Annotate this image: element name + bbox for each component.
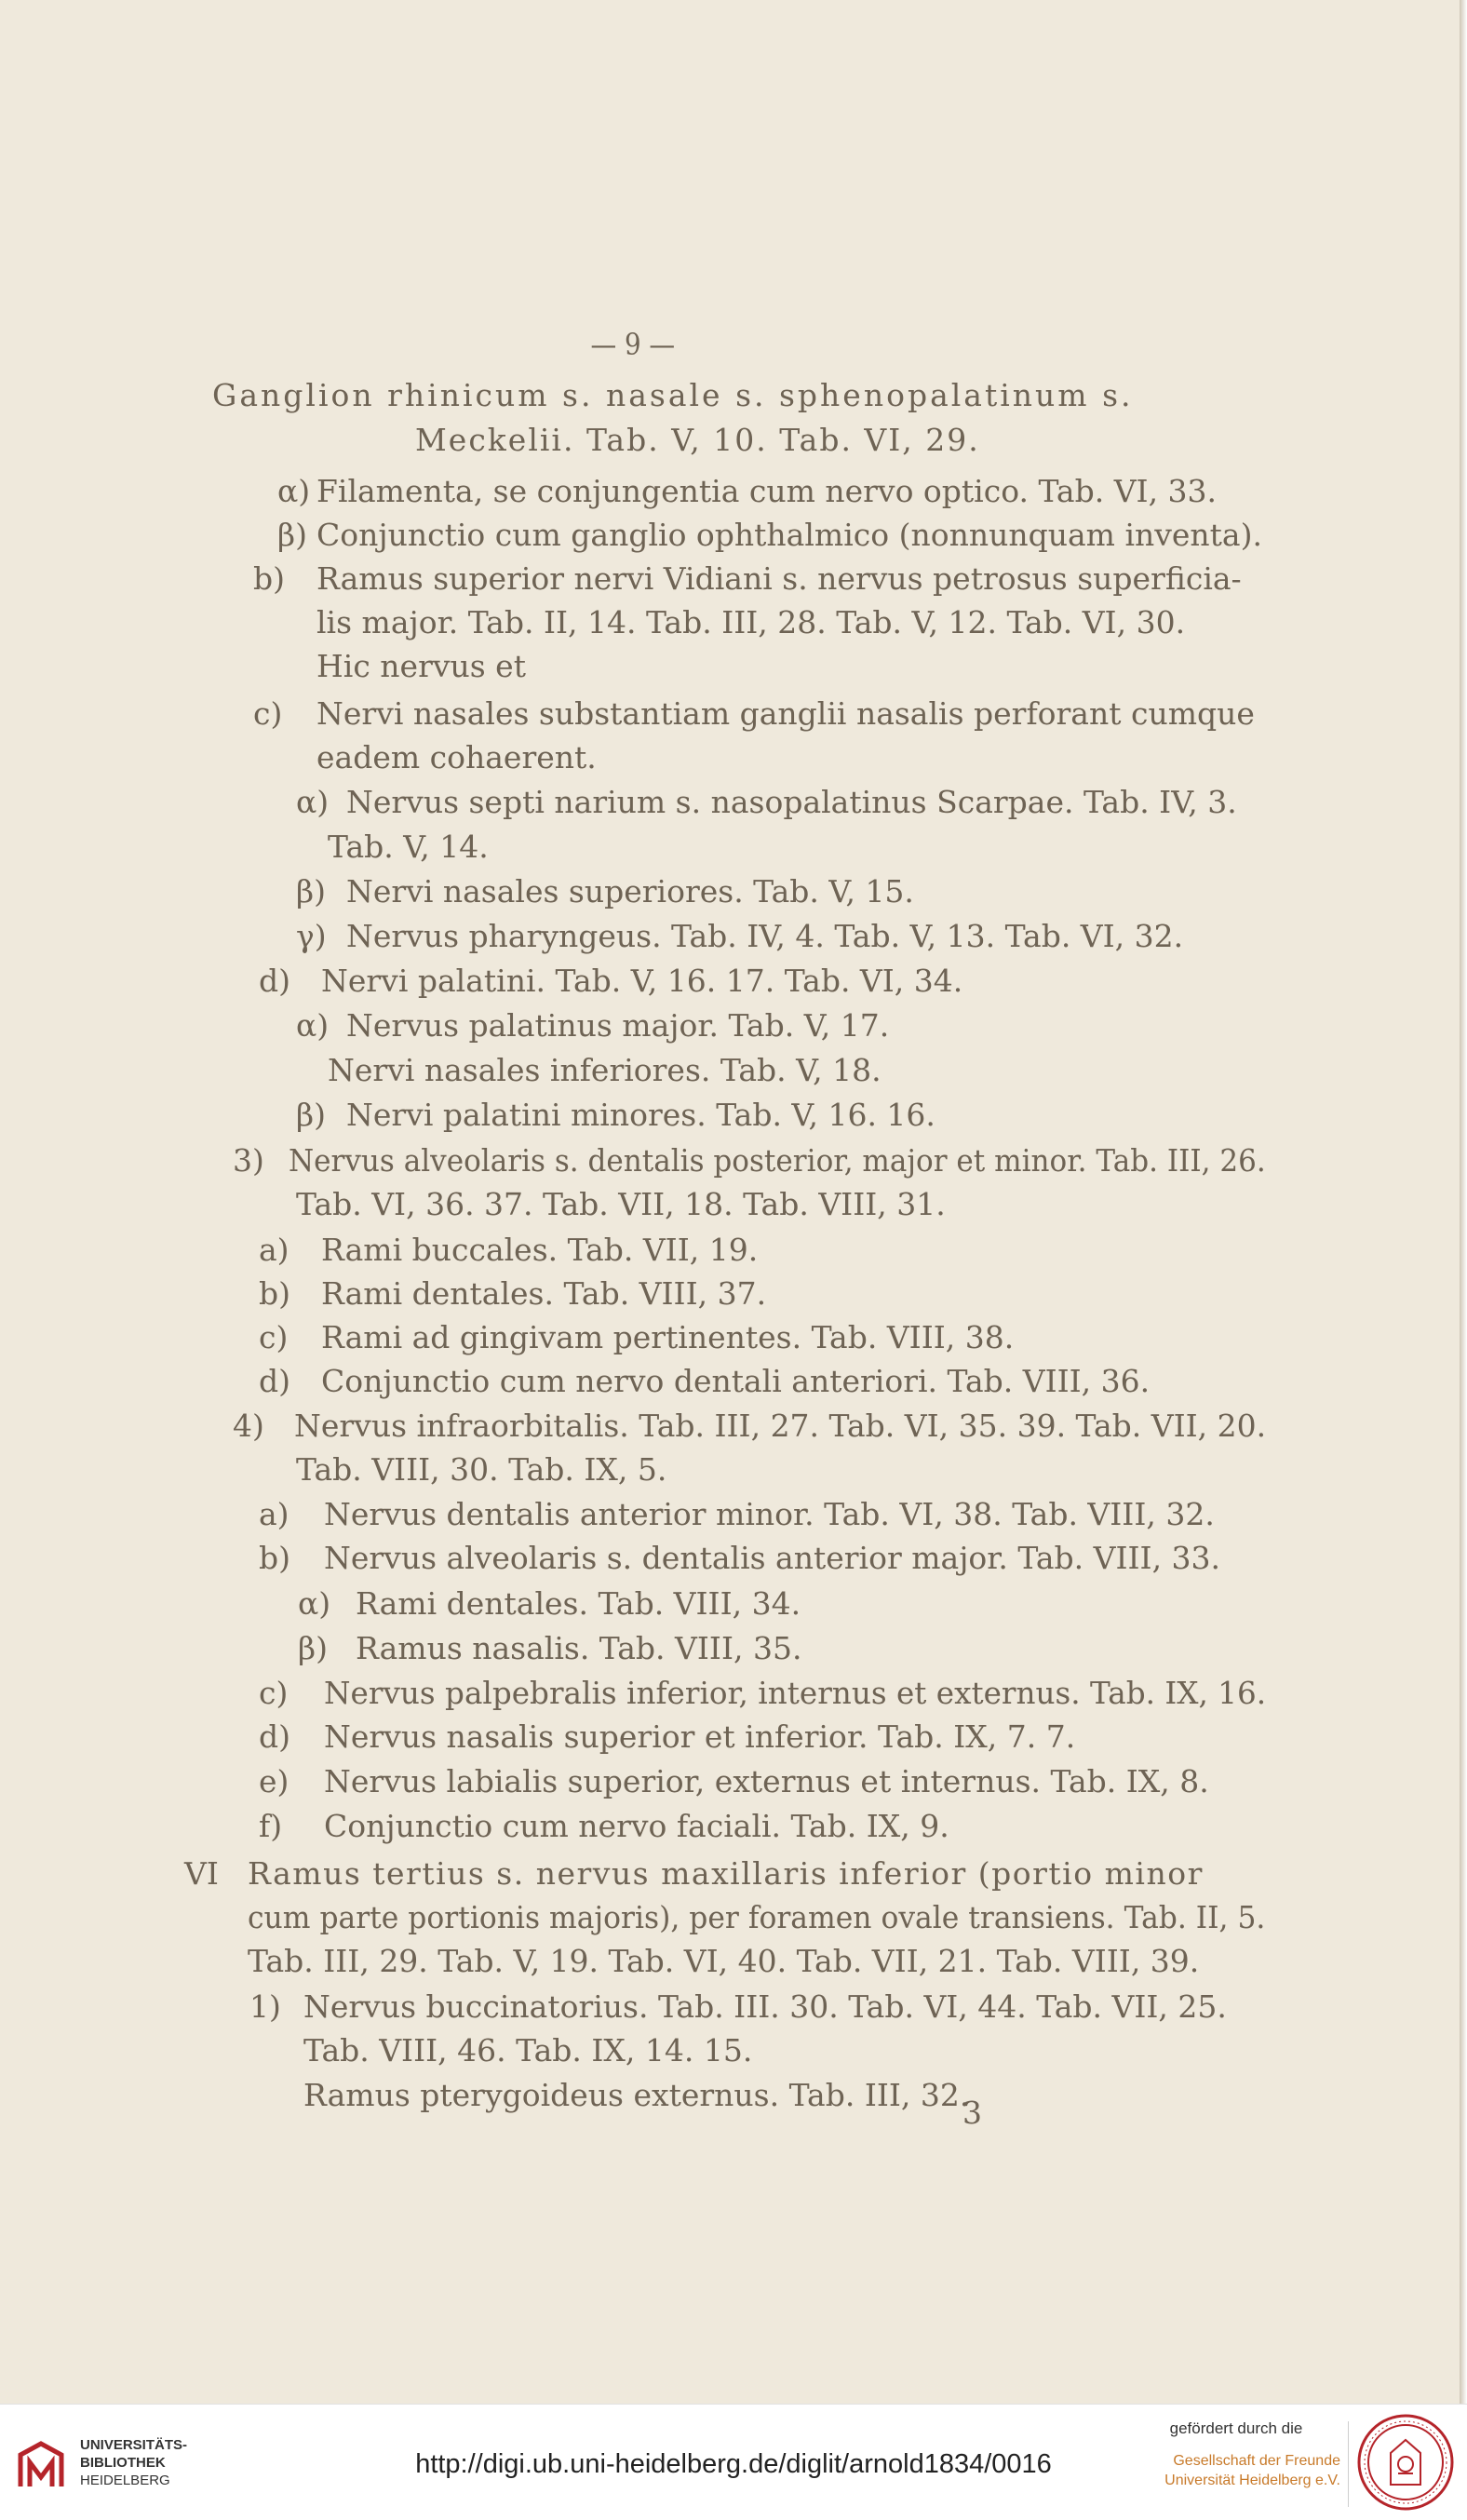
- entry-label: f): [259, 1808, 283, 1844]
- entry-text: Nervi nasales substantiam ganglii nasalis perforant cumque: [316, 695, 1255, 732]
- entry-text: Tab. VI, 36. 37. Tab. VII, 18. Tab. VIII, 31.: [296, 1186, 946, 1222]
- entry-text: Nervus labialis superior, externus et internus. Tab. IX, 8.: [324, 1763, 1209, 1799]
- entry-label: β): [277, 517, 307, 553]
- entry-text: Nervus septi narium s. nasopalatinus Scarpae. Tab. IV, 3.: [346, 784, 1237, 820]
- entry-text: Rami dentales. Tab. VIII, 34.: [356, 1585, 801, 1622]
- entry-label: b): [259, 1540, 290, 1576]
- entry-label: VI: [184, 1855, 219, 1892]
- entry-label: a): [259, 1232, 289, 1268]
- entry-text: Rami dentales. Tab. VIII, 37.: [321, 1275, 767, 1312]
- entry-text: Tab. V, 14.: [328, 829, 489, 865]
- page-number: — 9 —: [590, 327, 676, 362]
- entry-text: Nervus pharyngeus. Tab. IV, 4. Tab. V, 13. Tab. VI, 32.: [346, 918, 1184, 954]
- entry-label: e): [259, 1763, 289, 1799]
- library-name-line: UNIVERSITÄTS-: [80, 2437, 188, 2453]
- sponsor-label: gefördert durch die: [1169, 2419, 1303, 2437]
- entry-label: d): [259, 1718, 290, 1755]
- entry-label: γ): [296, 918, 327, 954]
- entry-text: Tab. III, 29. Tab. V, 19. Tab. VI, 40. Tab. VII, 21. Tab. VIII, 39.: [248, 1943, 1200, 1979]
- section-heading-line-2: Meckelii. Tab. V, 10. Tab. VI, 29.: [415, 422, 980, 458]
- sponsor-name-line: Gesellschaft der Freunde: [1173, 2453, 1340, 2469]
- entry-label: a): [259, 1496, 289, 1532]
- entry-text: Nervus nasalis superior et inferior. Tab. IX, 7. 7.: [324, 1718, 1076, 1755]
- entry-text: cum parte portionis majoris), per foramen ovale transiens. Tab. II, 5.: [248, 1899, 1266, 1935]
- entry-text: Nervus infraorbitalis. Tab. III, 27. Tab. VI, 35. 39. Tab. VII, 20.: [294, 1408, 1267, 1444]
- entry-label: c): [259, 1319, 289, 1355]
- entry-text: lis major. Tab. II, 14. Tab. III, 28. Tab. V, 12. Tab. VI, 30.: [316, 604, 1186, 640]
- section-heading-line-1: Ganglion rhinicum s. nasale s. sphenopalatinum s.: [212, 377, 1134, 413]
- entry-label: c): [259, 1675, 289, 1711]
- entry-label: α): [296, 1007, 330, 1044]
- entry-label: α): [298, 1585, 331, 1622]
- entry-text: Nervi palatini. Tab. V, 16. 17. Tab. VI, 34.: [321, 963, 963, 999]
- sponsor-name: [1117, 2451, 1340, 2490]
- library-name-line: HEIDELBERG: [80, 2473, 170, 2488]
- footer-bar: [0, 2404, 1467, 2520]
- entry-text: Nervus alveolaris s. dentalis posterior, major et minor. Tab. III, 26.: [289, 1142, 1266, 1179]
- entry-text: Ramus nasalis. Tab. VIII, 35.: [356, 1630, 802, 1666]
- entry-label: b): [253, 560, 285, 597]
- entry-text: Ramus superior nervi Vidiani s. nervus petrosus superficia-: [316, 560, 1242, 597]
- entry-label: b): [259, 1275, 290, 1312]
- entry-label: β): [296, 1097, 326, 1133]
- library-name-line: BIBLIOTHEK: [80, 2455, 166, 2471]
- entry-text: Ramus pterygoideus externus. Tab. III, 32.: [303, 2077, 970, 2113]
- entry-text: Tab. VIII, 30. Tab. IX, 5.: [296, 1451, 667, 1488]
- entry-label: d): [259, 963, 290, 999]
- entry-text: eadem cohaerent.: [316, 739, 597, 775]
- entry-label: c): [253, 695, 283, 732]
- entry-text: Nervi nasales superiores. Tab. V, 15.: [346, 873, 914, 910]
- entry-text: Rami ad gingivam pertinentes. Tab. VIII, 38.: [321, 1319, 1015, 1355]
- entry-label: 3): [233, 1142, 264, 1179]
- sponsor-name-line: Universität Heidelberg e.V.: [1164, 2473, 1340, 2488]
- entry-label: β): [296, 873, 326, 910]
- entry-text: Nervus dentalis anterior minor. Tab. VI, 38. Tab. VIII, 32.: [324, 1496, 1215, 1532]
- footer-divider: [1348, 2421, 1349, 2507]
- entry-text: Conjunctio cum nervo faciali. Tab. IX, 9.: [324, 1808, 949, 1844]
- entry-text: Rami buccales. Tab. VII, 19.: [321, 1232, 759, 1268]
- permalink-url[interactable]: http://digi.ub.uni-heidelberg.de/diglit/arnold1834/0016: [415, 2449, 1052, 2479]
- entry-text: Filamenta, se conjungentia cum nervo optico. Tab. VI, 33.: [316, 473, 1218, 509]
- entry-text: Conjunctio cum nervo dentali anteriori. Tab. VIII, 36.: [321, 1363, 1151, 1399]
- entry-text: Nervi nasales inferiores. Tab. V, 18.: [328, 1052, 882, 1088]
- entry-text: Nervi palatini minores. Tab. V, 16. 16.: [346, 1097, 935, 1133]
- university-seal-icon: [1355, 2412, 1456, 2513]
- entry-text: Hic nervus et: [316, 648, 526, 684]
- signature-mark: 3: [962, 2095, 982, 2131]
- entry-label: α): [296, 784, 330, 820]
- entry-label: β): [298, 1630, 328, 1666]
- entry-text: Conjunctio cum ganglio ophthalmico (nonnunquam inventa).: [316, 517, 1262, 553]
- entry-text: Nervus alveolaris s. dentalis anterior major. Tab. VIII, 33.: [324, 1540, 1221, 1576]
- entry-text: Nervus buccinatorius. Tab. III. 30. Tab. VI, 44. Tab. VII, 25.: [303, 1988, 1227, 2025]
- entry-label: d): [259, 1363, 290, 1399]
- entry-text: Ramus tertius s. nervus maxillaris inferior (portio minor: [248, 1855, 1204, 1892]
- entry-label: 1): [249, 1988, 281, 2025]
- entry-text: Tab. VIII, 46. Tab. IX, 14. 15.: [303, 2032, 753, 2069]
- page-edge: [1460, 0, 1467, 2404]
- entry-label: α): [277, 473, 311, 509]
- entry-label: 4): [233, 1408, 264, 1444]
- entry-text: Nervus palatinus major. Tab. V, 17.: [346, 1007, 890, 1044]
- entry-text: Nervus palpebralis inferior, internus et externus. Tab. IX, 16.: [324, 1675, 1267, 1711]
